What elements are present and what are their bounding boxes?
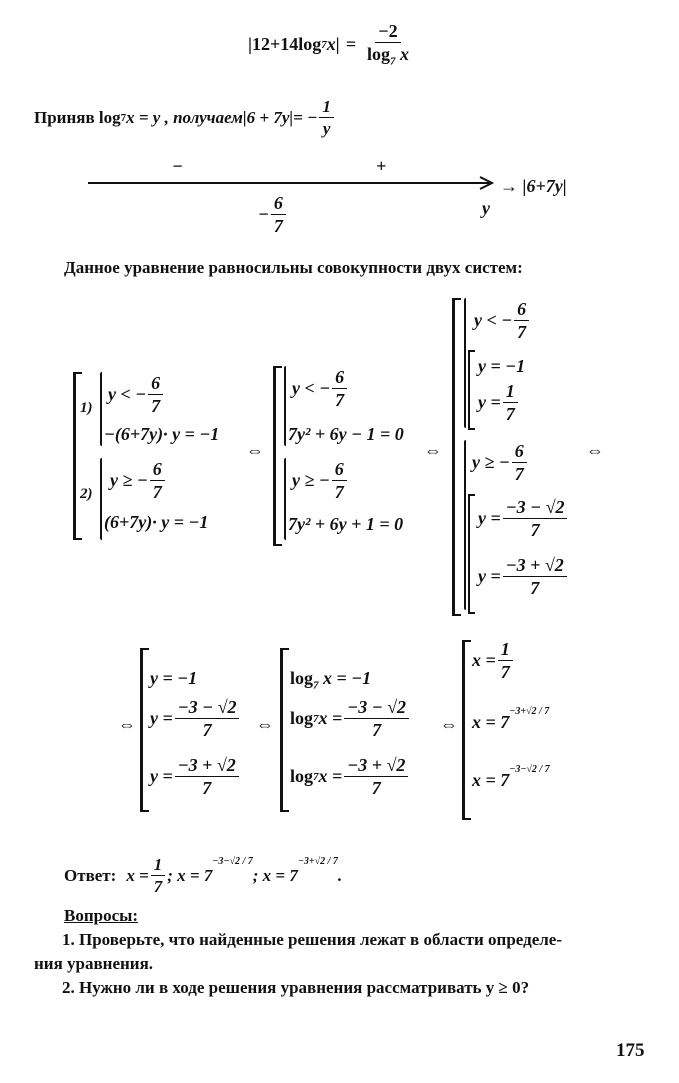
sys1-c <box>110 460 167 501</box>
sys3-inner-bracket <box>468 350 475 430</box>
sys1-a-frac <box>148 374 163 415</box>
answer-label: Ответ: <box>64 865 117 885</box>
sys3-d <box>472 442 529 483</box>
set2-b-log: log <box>290 708 314 728</box>
set2-b <box>290 698 411 739</box>
question-1-line2: ния уравнения. <box>34 954 154 973</box>
sys3-c-lhs: y = <box>478 392 501 412</box>
set2-c-rest: x = <box>318 766 343 786</box>
answer-sep1: ; x = 7 <box>167 865 213 885</box>
set2-a-base: 7 <box>313 679 319 692</box>
equiv-2: ⇔ <box>424 440 442 460</box>
point-den: 7 <box>273 216 283 236</box>
sys3-f-num: −3 + √2 <box>503 556 567 577</box>
sys1-b: −(6+7y)· y = −1 <box>104 424 220 444</box>
sys1-num2: 2) <box>80 486 93 502</box>
set3-c-lhs: x = 7 <box>472 770 510 790</box>
sys2-c-den: 7 <box>334 482 344 502</box>
sys1-a-den: 7 <box>151 396 161 416</box>
subst-den: y <box>322 119 331 138</box>
sys2-c-num: 6 <box>332 460 347 481</box>
set1-bracket <box>140 648 149 812</box>
set2-c <box>290 756 410 797</box>
question-1-line1: 1. Проверьте, что найденные решения лежат в области определе- <box>62 930 562 949</box>
set2-c-den: 7 <box>371 778 381 798</box>
equiv-6: ⇔ <box>440 714 458 734</box>
sys2-brace1 <box>280 366 288 446</box>
sys1-d: (6+7y)· y = −1 <box>104 512 209 532</box>
set3-b <box>472 706 550 733</box>
set1-c-num: −3 + √2 <box>175 756 239 777</box>
sys3-e-den: 7 <box>530 520 540 540</box>
sys3-e-frac <box>503 498 568 539</box>
top-eq-fraction <box>364 22 412 68</box>
subst-base: 7 <box>120 111 127 124</box>
sys1-c-lhs: y ≥ − <box>110 470 148 490</box>
equiv-4: ⇔ <box>118 714 136 734</box>
top-eq-den-base: 7 <box>389 55 396 68</box>
point-fraction <box>271 194 286 235</box>
sys3-c <box>478 382 520 423</box>
set2-b-den: 7 <box>372 720 382 740</box>
number-line-y-label: y <box>482 198 490 218</box>
sys2-a-frac <box>332 368 347 409</box>
sys3-inner-bracket-2 <box>468 494 475 614</box>
subst-eq: = − <box>293 107 318 127</box>
answer-sep2: ; x = 7 <box>252 865 298 885</box>
number-line-arrow-label: → |6+7y| <box>500 176 567 196</box>
subst-num: 1 <box>319 98 334 118</box>
set2-b-base: 7 <box>313 712 319 725</box>
sys3-e-lhs: y = <box>478 508 501 528</box>
sys1-c-num: 6 <box>150 460 165 481</box>
set2-b-num: −3 − √2 <box>344 698 409 719</box>
sys3-c-den: 7 <box>505 404 515 424</box>
question-2: 2. Нужно ли в ходе решения уравнения рассматривать y ≥ 0? <box>62 978 530 997</box>
set1-b-frac <box>175 698 240 739</box>
number-line-plus: + <box>376 156 387 176</box>
page-number: 175 <box>616 1040 645 1061</box>
substitution-line <box>34 98 336 137</box>
set2-bracket <box>280 648 289 812</box>
top-eq-den-log: log <box>366 44 390 64</box>
set1-c <box>150 756 241 797</box>
point-sign: − <box>258 204 269 224</box>
set1-a: y = −1 <box>150 668 198 688</box>
set1-c-frac <box>175 756 239 797</box>
sys3-brace2 <box>460 440 468 610</box>
sys2-a-num: 6 <box>332 368 347 389</box>
set1-b-den: 7 <box>202 720 212 740</box>
sys3-c-num: 1 <box>503 382 518 403</box>
equiv-3: ⇔ <box>586 440 604 460</box>
sys3-brace1 <box>460 298 468 428</box>
set2-a <box>290 668 371 692</box>
sys2-brace2 <box>280 458 288 540</box>
sys1-num1: 1) <box>80 400 93 416</box>
sys1-brace2 <box>96 458 104 540</box>
set3-c <box>472 764 550 791</box>
set2-c-log: log <box>290 766 314 786</box>
systems-intro: Данное уравнение равносильны совокупности двух систем: <box>64 258 523 277</box>
number-line-minus: − <box>172 156 183 176</box>
number-line-axis <box>88 176 498 190</box>
sys3-f-lhs: y = <box>478 566 501 586</box>
sys2-b: 7y² + 6y − 1 = 0 <box>288 424 404 444</box>
set2-c-frac <box>344 756 408 797</box>
sys1-a-num: 6 <box>148 374 163 395</box>
answer-num: 1 <box>151 856 166 876</box>
set3-b-lhs: x = 7 <box>472 712 510 732</box>
set2-c-base: 7 <box>313 770 319 783</box>
top-eq-lhs-end: x| <box>326 34 340 55</box>
subst-abs: |6 + 7y| <box>242 107 294 127</box>
top-eq-num: −2 <box>375 22 400 43</box>
sys2-a <box>292 368 349 409</box>
sys3-a-num: 6 <box>514 300 529 321</box>
point-num: 6 <box>271 194 286 215</box>
set3-a-den: 7 <box>500 662 510 682</box>
sys2-a-lhs: y < − <box>292 378 331 398</box>
sys1-a <box>108 374 165 415</box>
top-eq-den-x: x <box>395 44 409 64</box>
sys2-c-frac <box>332 460 347 501</box>
sys1-c-frac <box>150 460 165 501</box>
set1-b <box>150 698 241 739</box>
top-equation <box>248 22 414 68</box>
answer-exp1: −3−√2 / 7 <box>212 856 253 867</box>
subst-mid: x = y , получаем <box>126 107 243 127</box>
sys3-e-num: −3 − √2 <box>503 498 568 519</box>
sys3-c-frac <box>503 382 518 423</box>
set3-a-num: 1 <box>498 640 513 661</box>
set2-c-num: −3 + √2 <box>344 756 408 777</box>
set1-b-lhs: y = <box>150 708 173 728</box>
set2-b-rest: x = <box>318 708 343 728</box>
sys1-square-bracket <box>73 372 82 540</box>
set3-a-lhs: x = <box>472 650 496 670</box>
sys3-a-frac <box>514 300 529 341</box>
set2-b-frac <box>344 698 409 739</box>
number-line-point <box>258 194 288 235</box>
sys1-brace1 <box>96 372 104 446</box>
top-eq-lhs: |12+14log <box>248 34 322 55</box>
set3-a-frac <box>498 640 513 681</box>
sys3-e <box>478 498 569 539</box>
questions-title: Вопросы: <box>64 906 139 925</box>
set3-b-exp: −3+√2 / 7 <box>509 706 550 717</box>
set3-a <box>472 640 515 681</box>
sys1-a-lhs: y < − <box>108 384 147 404</box>
sys1-c-den: 7 <box>152 482 162 502</box>
top-eq-base: 7 <box>321 38 327 51</box>
answer-den: 7 <box>153 877 163 896</box>
answer-line <box>64 856 342 895</box>
sys3-d-den: 7 <box>514 464 524 484</box>
answer-frac <box>151 856 166 895</box>
equiv-1: ⇔ <box>246 440 264 460</box>
answer-exp2: −3+√2 / 7 <box>297 856 338 867</box>
sys3-a-lhs: y < − <box>474 310 513 330</box>
sys3-a-den: 7 <box>517 322 527 342</box>
sys3-b: y = −1 <box>478 356 526 376</box>
sys2-c <box>292 460 349 501</box>
sys3-f-den: 7 <box>530 578 540 598</box>
set3-c-exp: −3−√2 / 7 <box>509 764 550 775</box>
set2-a-log: log <box>290 668 314 688</box>
set1-c-den: 7 <box>202 778 212 798</box>
sys3-f <box>478 556 569 597</box>
set2-a-rest: x = −1 <box>318 668 372 688</box>
set1-c-lhs: y = <box>150 766 173 786</box>
sys3-f-frac <box>503 556 567 597</box>
set3-bracket <box>462 640 471 820</box>
answer-x1: x = <box>126 865 149 885</box>
subst-fraction <box>319 98 334 137</box>
sys3-a <box>474 300 531 341</box>
sys3-d-num: 6 <box>512 442 527 463</box>
top-eq-sign: = <box>345 34 356 55</box>
equiv-5: ⇔ <box>256 714 274 734</box>
sys2-a-den: 7 <box>335 390 345 410</box>
set1-b-num: −3 − √2 <box>175 698 240 719</box>
sys2-c-lhs: y ≥ − <box>292 470 330 490</box>
subst-prefix: Приняв log <box>34 107 121 127</box>
sys3-d-frac <box>512 442 527 483</box>
answer-end: . <box>337 865 343 885</box>
sys3-d-lhs: y ≥ − <box>472 452 510 472</box>
sys2-d: 7y² + 6y + 1 = 0 <box>288 514 404 534</box>
